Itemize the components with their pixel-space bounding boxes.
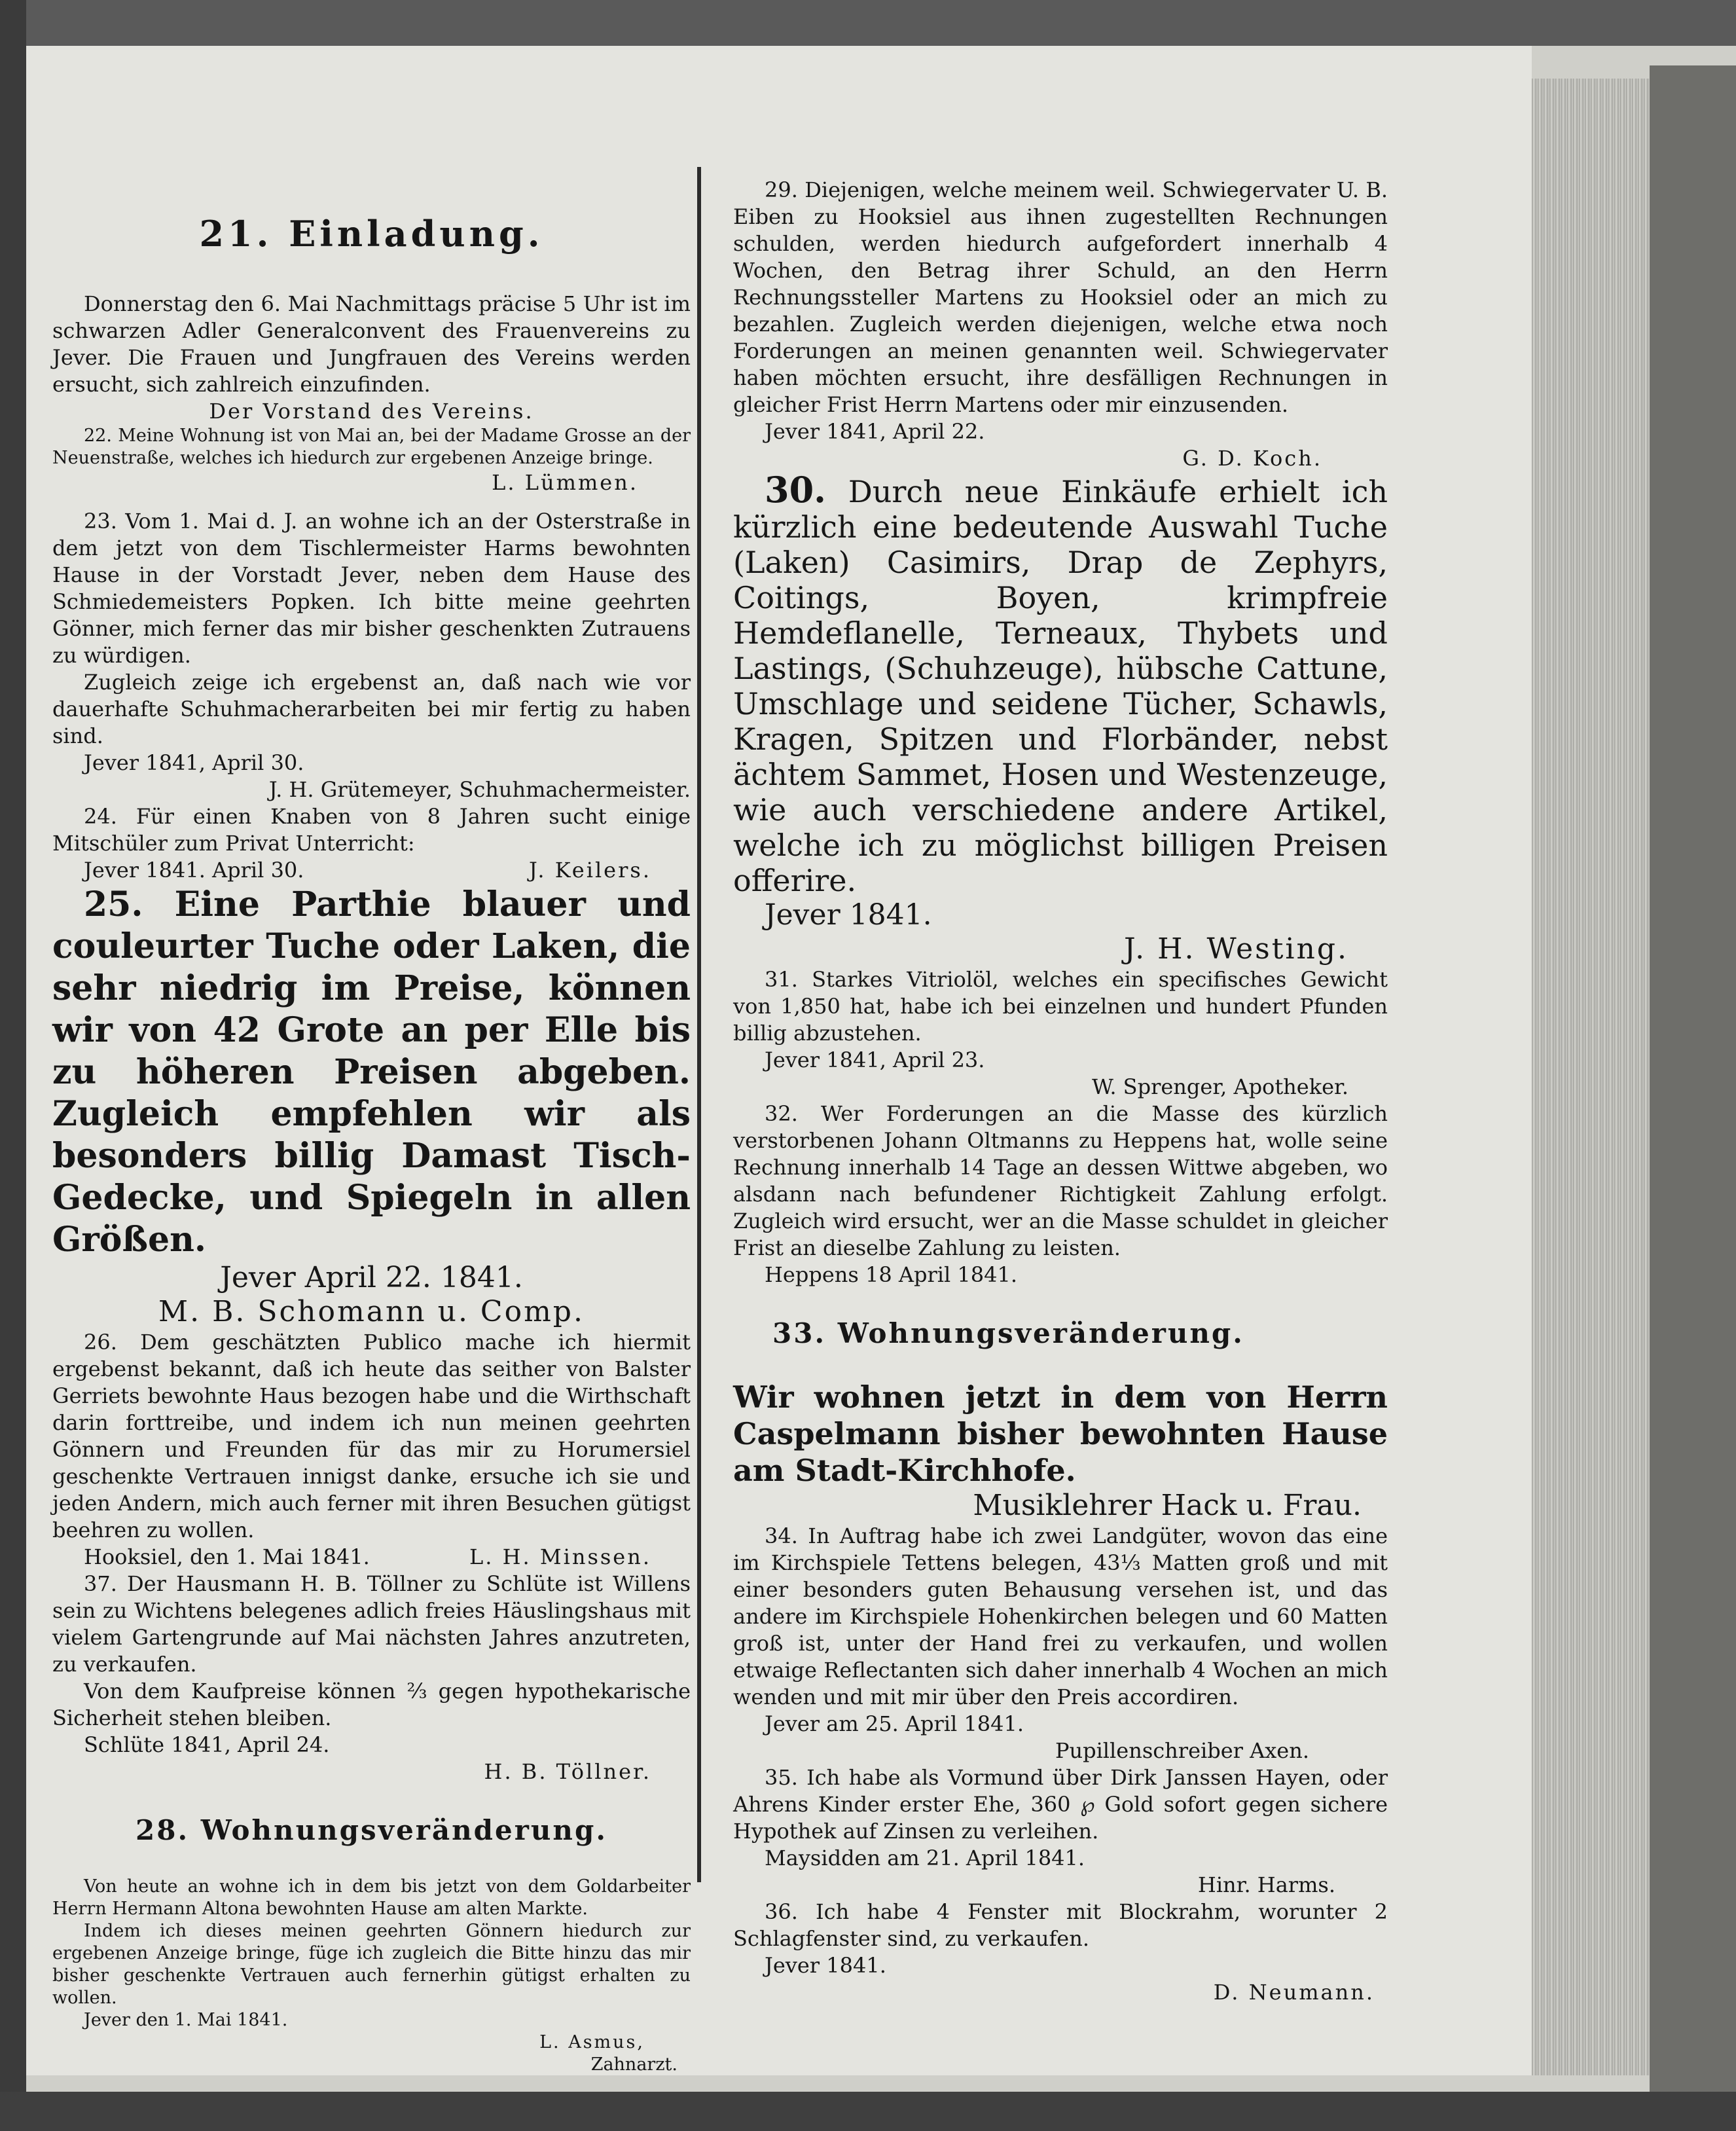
notice-signature: J. Keilers. bbox=[529, 858, 651, 883]
notice-signature: Pupillenschreiber Axen. bbox=[1055, 1738, 1309, 1763]
notice-body: 35. Ich habe als Vormund über Dirk Janssen Hayen, oder Ahrens Kinder erster Ehe, 360 ℘ Gold sofort gegen sichere Hypothek auf Zinsen zu verleihen. bbox=[733, 1765, 1388, 1844]
notice-28 bbox=[52, 1813, 691, 2076]
notice-number: 33. bbox=[772, 1317, 827, 1349]
notice-title: Einladung. bbox=[289, 213, 544, 255]
scan-border-top bbox=[0, 0, 1736, 46]
notice-body: 26. Dem geschätzten Publico mache ich hiermit ergebenst bekannt, daß ich heute das seither von Balster Gerriets bewohnte Haus bezogen habe und die Wirthschaft darin forttreibe, und indem ich nun meinen geehrten Gönnern und Freunden für das mir zu Horumersiel geschenkte Vertrauen innigst danke, ersuche ich sie und jeden Andern, mich auch ferner mit ihren Besuchen gütigst beehren zu wollen. bbox=[52, 1330, 691, 1542]
notice-33 bbox=[733, 1316, 1388, 1523]
notice-22 bbox=[52, 425, 691, 496]
notice-signature: W. Sprenger, Apotheker. bbox=[1092, 1074, 1348, 1099]
notice-date: Jever 1841. bbox=[765, 898, 932, 932]
notice-body: 25. Eine Parthie blauer und couleurter Tuche oder Laken, die sehr niedrig im Preise, können wir von 42 Grote an per Elle bis zu höheren Preisen abgeben. Zugleich empfehlen wir als besonders billig Damast Tisch-Gedecke, und Spiegeln in allen Größen. bbox=[52, 884, 691, 1260]
notice-date: Schlüte 1841, April 24. bbox=[84, 1732, 330, 1757]
notice-31 bbox=[733, 966, 1388, 1101]
notice-date: Jever den 1. Mai 1841. bbox=[84, 2010, 288, 2030]
notice-signature: J. H. Westing. bbox=[1123, 932, 1348, 966]
notice-32 bbox=[733, 1101, 1388, 1288]
notice-signature: M. B. Schomann u. Comp. bbox=[158, 1295, 585, 1328]
notice-body: 31. Starkes Vitriolöl, welches ein specifisches Gewicht von 1,850 hat, habe ich bei einzelnen und hundert Pfunden billig abzustehen. bbox=[733, 967, 1388, 1046]
notice-body: 32. Wer Forderungen an die Masse des kürzlich verstorbenen Johann Oltmanns zu Heppens hat, wolle seine Rechnung innerhalb 14 Tage an dessen Wittwe abgeben, wo alsdann nach befundener Richtigkeit Zahlung erfolgt. Zugleich wird ersucht, wer an die Masse schuldet in gleicher Frist an dieselbe Zahlung zu leisten. bbox=[733, 1101, 1388, 1260]
notice-signature: D. Neumann. bbox=[1213, 1980, 1375, 2005]
notice-signature: Musiklehrer Hack u. Frau. bbox=[973, 1489, 1362, 1522]
notice-date: Jever 1841. April 30. bbox=[84, 858, 304, 883]
notice-body: Von heute an wohne ich in dem bis jetzt von dem Goldarbeiter Herrn Hermann Altona bewohnten Hause am alten Markte. bbox=[52, 1876, 691, 1919]
notice-number: 28. bbox=[136, 1814, 190, 1846]
notice-body: 24. Für einen Knaben von 8 Jahren sucht einige Mitschüler zum Privat Unterricht: bbox=[52, 804, 691, 856]
notice-date: Jever 1841, April 30. bbox=[84, 750, 304, 775]
notice-body: 36. Ich habe 4 Fenster mit Blockrahm, worunter 2 Schlagfenster sind, zu verkaufen. bbox=[733, 1899, 1388, 1951]
notice-number: 21. bbox=[199, 213, 273, 255]
notice-signature: J. H. Grütemeyer, Schuhmachermeister. bbox=[268, 777, 691, 802]
notice-title: Wohnungsveränderung. bbox=[837, 1317, 1244, 1349]
notice-signature: L. Lümmen. bbox=[492, 470, 638, 495]
notice-body: 22. Meine Wohnung ist von Mai an, bei der Madame Grosse an der Neuenstraße, welches ich hiedurch zur ergebenen Anzeige bringe. bbox=[52, 426, 691, 468]
notice-26 bbox=[52, 1329, 691, 1571]
notice-signature: L. H. Minssen. bbox=[469, 1544, 651, 1569]
notice-date: Hooksiel, den 1. Mai 1841. bbox=[84, 1544, 370, 1569]
notice-body: 29. Diejenigen, welche meinem weil. Schwiegervater U. B. Eiben zu Hooksiel aus ihnen zugestellten Rechnungen schulden, werden hiedurch aufgefordert innerhalb 4 Wochen, den Betrag ihrer Schuld, an den Herrn Rechnungssteller Martens zu Hooksiel oder an mich zu bezahlen. Zugleich werden diejenigen, welche etwa noch Forderungen an meinen genannten weil. Schwiegervater haben möchten ersucht, ihre desfälligen Rechnungen in gleicher Frist Herrn Martens oder mir einzusenden. bbox=[733, 177, 1388, 417]
notice-body: Donnerstag den 6. Mai Nachmittags präcise 5 Uhr ist im schwarzen Adler Generalconvent des Frauenvereins zu Jever. Die Frauen und Jungfrauen des Vereins werden ersucht, sich zahlreich einzufinden. bbox=[52, 291, 691, 397]
notice-signature: Hinr. Harms. bbox=[1197, 1872, 1335, 1897]
notice-date: Jever April 22. 1841. bbox=[220, 1261, 523, 1294]
notice-25 bbox=[52, 884, 691, 1329]
notice-signature: Der Vorstand des Vereins. bbox=[209, 399, 534, 424]
notice-body-2: Zugleich zeige ich ergebenst an, daß nach wie vor dauerhafte Schuhmacherarbeiten bei mir fertig zu haben sind. bbox=[52, 670, 691, 748]
notice-signature: G. D. Koch. bbox=[1182, 446, 1322, 471]
notice-body: 34. In Auftrag habe ich zwei Landgüter, wovon das eine im Kirchspiele Tettens belegen, 43⅓ Matten groß und mit einer besonders guten Behausung versehen ist, und das andere im Kirchspiele Hohenkirchen belegen und 60 Matten groß ist, unter der Hand frei zu verkaufen, und wollen etwaige Reflectanten sich daher innerhalb 4 Wochen an mich wenden und mit mir über den Preis accordiren. bbox=[733, 1523, 1388, 1709]
notice-37 bbox=[52, 1571, 691, 1785]
left-column bbox=[52, 177, 691, 2076]
notice-body-2: Indem ich dieses meinen geehrten Gönnern hiedurch zur ergebenen Anzeige bringe, füge ich zugleich die Bitte hinzu das mir bisher geschenkte Vertrauen auch fernerhin gütigst erhalten zu wollen. bbox=[52, 1921, 691, 2008]
notice-date: Heppens 18 April 1841. bbox=[765, 1262, 1017, 1287]
notice-body: 37. Der Hausmann H. B. Töllner zu Schlüte ist Willens sein zu Wichtens belegenes adlich freies Häuslingshaus mit vielem Gartengrunde auf Mai nächsten Jahres anzutreten, zu verkaufen. bbox=[52, 1571, 691, 1677]
notice-date: Maysidden am 21. April 1841. bbox=[765, 1846, 1085, 1870]
notice-date: Jever 1841, April 23. bbox=[765, 1047, 985, 1072]
notice-35 bbox=[733, 1764, 1388, 1899]
notice-date: Jever 1841, April 22. bbox=[765, 419, 985, 444]
notice-24 bbox=[52, 803, 691, 884]
book-cover bbox=[1650, 65, 1736, 2095]
scan-border-bottom bbox=[0, 2092, 1736, 2131]
notice-title: Wohnungsveränderung. bbox=[200, 1814, 607, 1846]
notice-signature: L. Asmus, bbox=[539, 2032, 645, 2052]
notice-date: Jever am 25. April 1841. bbox=[765, 1711, 1024, 1736]
notice-23 bbox=[52, 508, 691, 803]
notice-30 bbox=[733, 469, 1388, 966]
notice-body-2: Von dem Kaufpreise können ⅔ gegen hypothekarische Sicherheit stehen bleiben. bbox=[52, 1679, 691, 1730]
notice-36 bbox=[733, 1899, 1388, 2006]
notice-29 bbox=[733, 177, 1388, 472]
notice-signature: H. B. Töllner. bbox=[484, 1759, 651, 1784]
notice-date: Jever 1841. bbox=[765, 1953, 886, 1978]
scan-border-left bbox=[0, 0, 26, 2131]
notice-body: 23. Vom 1. Mai d. J. an wohne ich an der Osterstraße in dem jetzt von dem Tischlermeister Harms bewohnten Hause in der Vorstadt Jever, neben dem Hause des Schmiedemeisters Popken. Ich bitte meine geehrten Gönner, mich ferner das mir bisher geschenkten Zutrauens zu würdigen. bbox=[52, 509, 691, 668]
right-column bbox=[733, 177, 1388, 2006]
notice-number: 30. bbox=[765, 469, 826, 511]
column-rule bbox=[697, 167, 701, 1882]
book-fore-edge bbox=[1532, 79, 1650, 2075]
notice-body: Durch neue Einkäufe erhielt ich kürzlich eine bedeutende Auswahl Tuche (Laken) Casimirs, Drap de Zephyrs, Coitings, Boyen, krimpfreie Hemdeflanelle, Terneaux, Thybets und Lastings, (Schuhzeuge), hübsche Cattune, Umschlage und seidene Tücher, Schawls, Kragen, Spitzen und Florbänder, nebst ächtem Sammet, Hosen und Westenzeuge, wie auch verschiedene andere Artikel, welche ich zu möglichst billigen Preisen offerire. bbox=[733, 474, 1388, 898]
notice-21 bbox=[52, 212, 691, 425]
notice-34 bbox=[733, 1523, 1388, 1764]
notice-signature-title: Zahnarzt. bbox=[590, 2054, 678, 2075]
notice-body: Wir wohnen jetzt in dem von Herrn Caspelmann bisher bewohnten Hause am Stadt-Kirchhofe. bbox=[733, 1379, 1388, 1488]
